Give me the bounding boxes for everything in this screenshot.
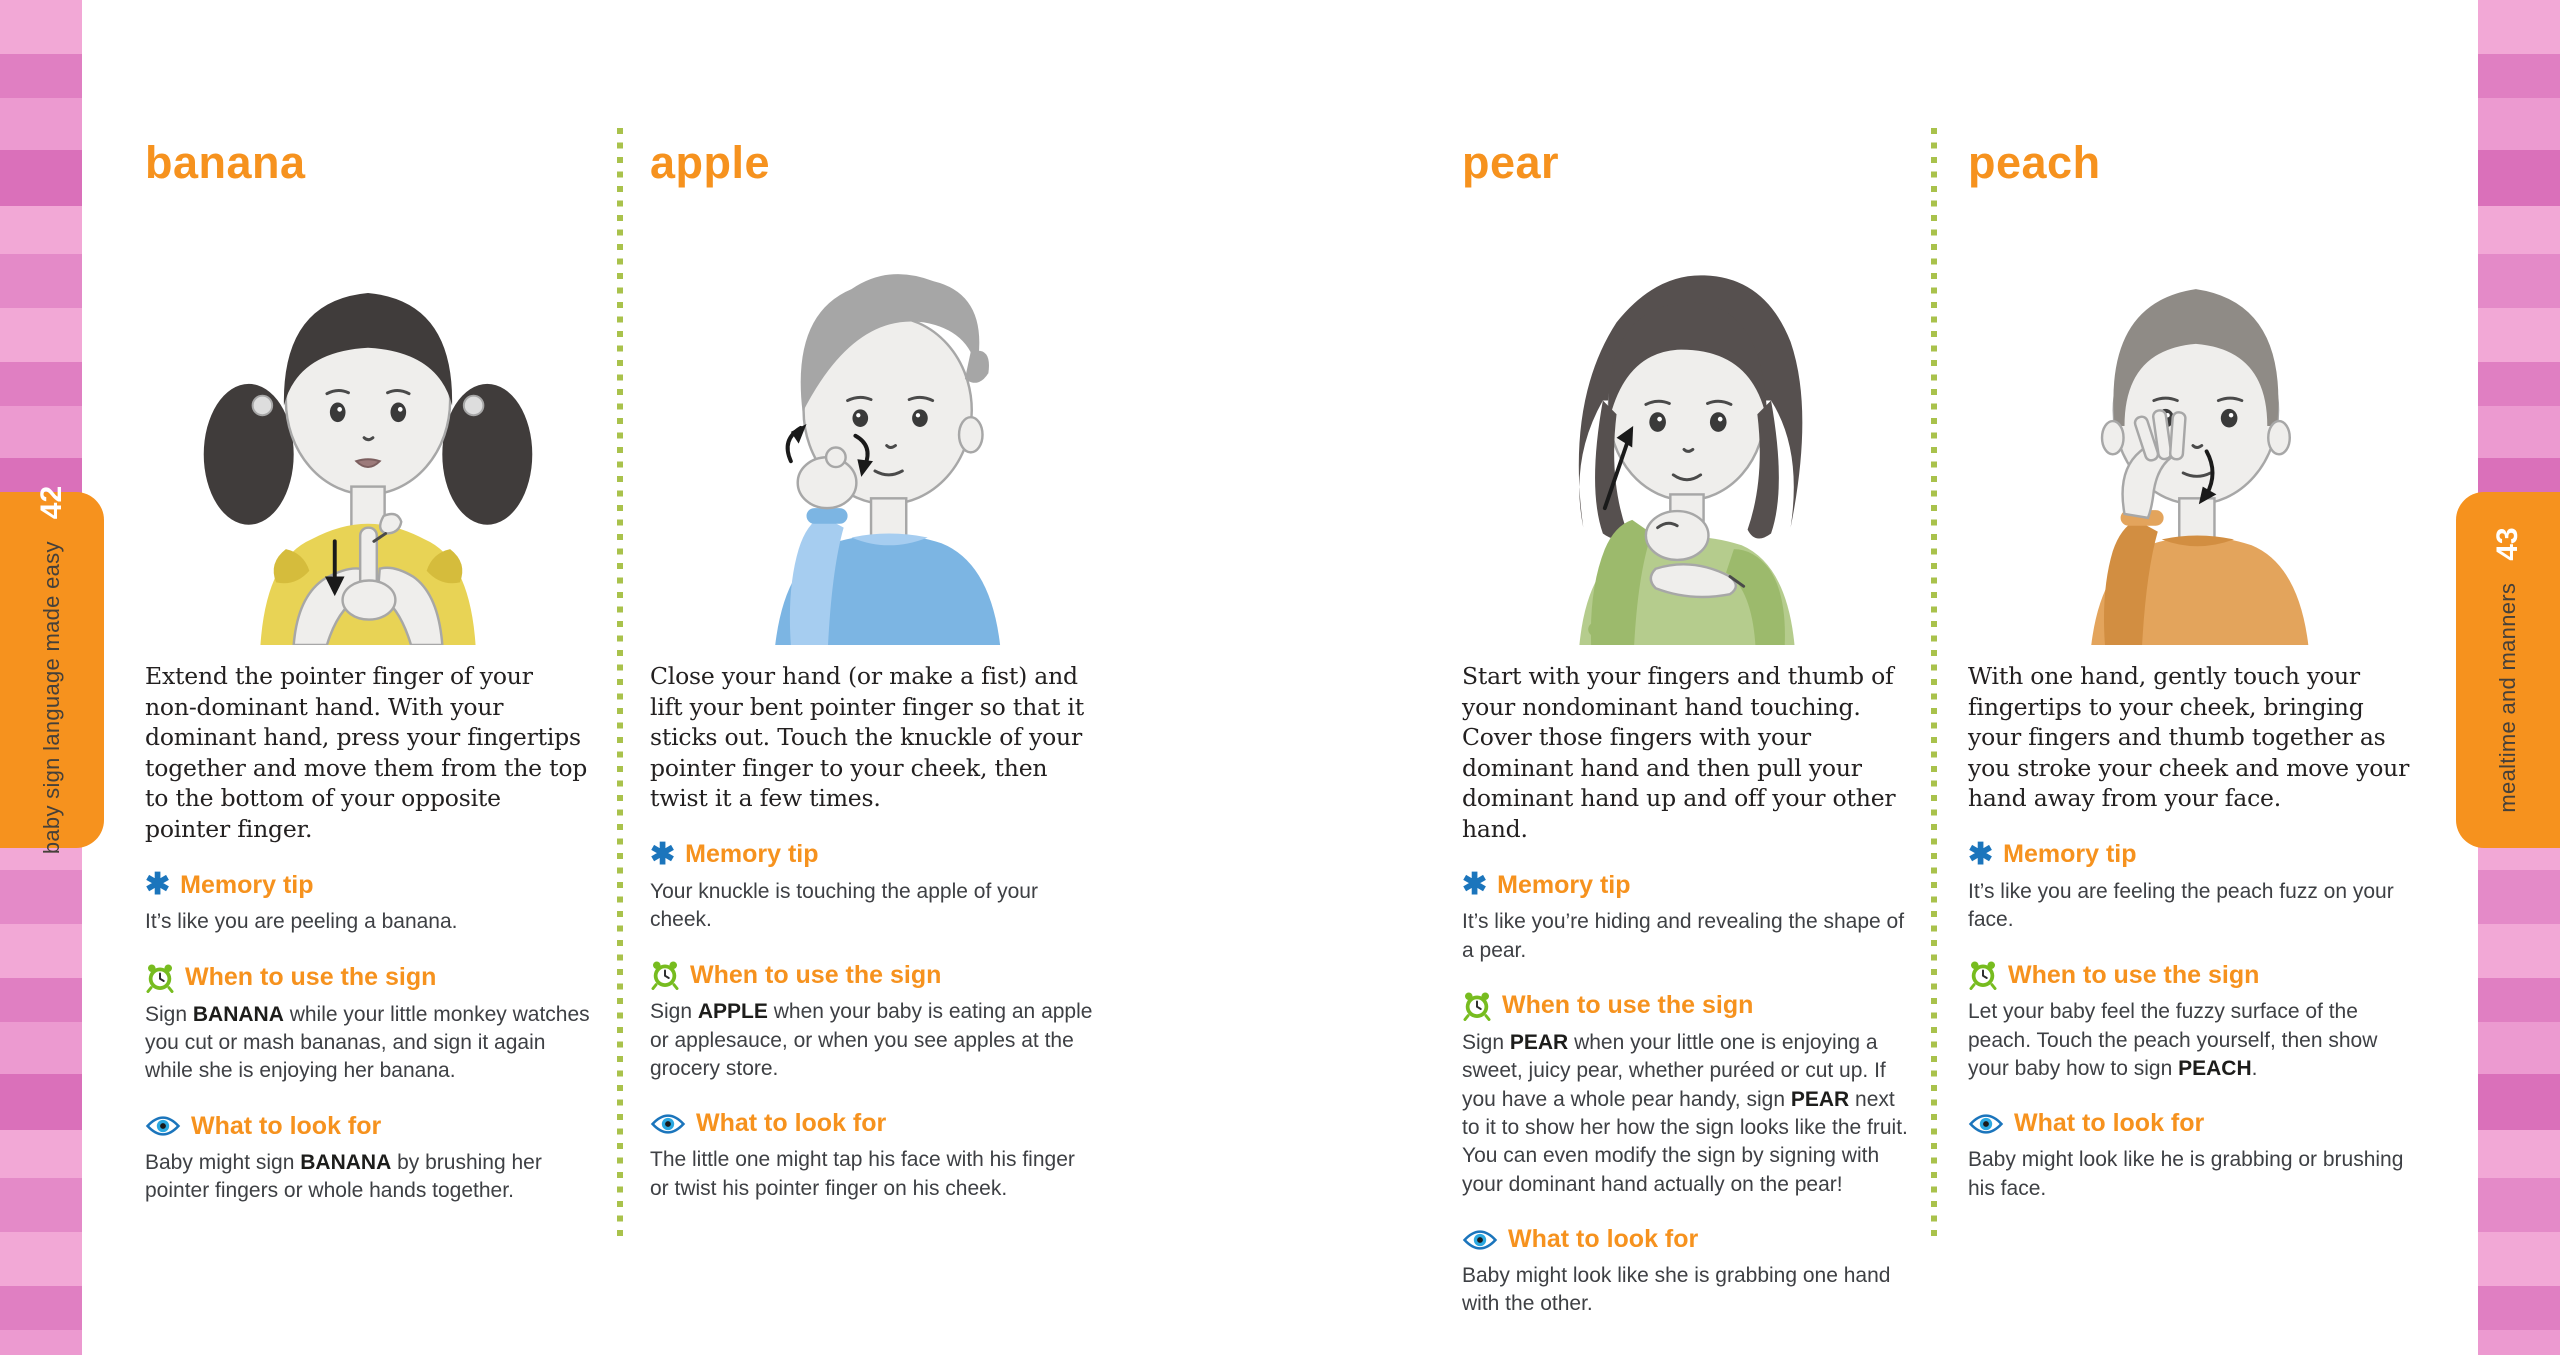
pear-illustration-svg bbox=[1509, 205, 1861, 645]
memory-tip-label: Memory tip bbox=[1497, 870, 1631, 899]
eye-icon bbox=[1968, 1112, 2004, 1136]
when-to-use-text: Sign BANANA while your little monkey watches you cut or mash bananas, and sign it again while she is enjoying her banana. bbox=[145, 1002, 590, 1083]
memory-tip-label: Memory tip bbox=[685, 840, 819, 869]
when-to-use-text: Sign PEAR when your little one is enjoying a sweet, juicy pear, whether puréed or cut up. If you have a whole pear handy, sign PEAR next to it to show her how the sign looks like the fruit. You can even modify the sign by signing with your dominant hand actually on the pear! bbox=[1462, 1030, 1908, 1196]
memory-tip-label: Memory tip bbox=[2003, 840, 2137, 869]
eye-icon bbox=[145, 1114, 181, 1138]
memory-tip-heading bbox=[1462, 870, 1908, 900]
when-to-use-label: When to use the sign bbox=[1502, 991, 1754, 1020]
when-to-use-label: When to use the sign bbox=[2008, 960, 2260, 989]
what-to-look-heading bbox=[650, 1109, 1096, 1138]
what-to-look-text: Baby might sign BANANA by brushing her pointer fingers or whole hands together. bbox=[145, 1150, 542, 1202]
memory-tip-text: It’s like you are peeling a banana. bbox=[145, 910, 458, 934]
what-to-look-label: What to look for bbox=[696, 1109, 887, 1138]
memory-tip-heading bbox=[145, 870, 591, 900]
sign-description: Start with your fingers and thumb of your nondominant hand touching. Cover those fingers with your dominant hand and then pull your dominant hand up and off your other hand. bbox=[1462, 662, 1896, 843]
entry-title: apple bbox=[650, 137, 771, 188]
memory-tip-heading bbox=[1968, 837, 2414, 871]
what-to-look-heading bbox=[1462, 1225, 1908, 1254]
alarm-clock-icon bbox=[1968, 960, 1998, 990]
sign-description: Close your hand (or make a fist) and lift your bent pointer finger so that it sticks out. Touch the knuckle of your pointer finger to your cheek, then twist it a few times. bbox=[650, 662, 1084, 813]
entry-apple bbox=[650, 137, 1096, 1203]
entry-peach bbox=[1968, 137, 2414, 1203]
entry-banana bbox=[145, 137, 591, 1205]
left-tab-text bbox=[35, 486, 69, 854]
memory-tip-section bbox=[1968, 837, 2414, 935]
left-page-number: 42 bbox=[35, 485, 68, 520]
when-to-use-heading bbox=[650, 960, 1096, 990]
entry-title: pear bbox=[1462, 137, 1560, 188]
girl-signing-pear-illustration bbox=[1462, 195, 1908, 645]
when-to-use-section bbox=[1462, 991, 1908, 1199]
asterisk-icon: ✱ bbox=[1462, 868, 1488, 902]
alarm-clock-icon bbox=[650, 960, 680, 990]
what-to-look-heading bbox=[1968, 1109, 2414, 1138]
alarm-clock-icon bbox=[145, 963, 175, 993]
alarm-clock-icon bbox=[1462, 991, 1492, 1021]
what-to-look-label: What to look for bbox=[1508, 1225, 1699, 1254]
right-page-number: 43 bbox=[2491, 527, 2524, 561]
when-to-use-heading bbox=[1968, 960, 2414, 990]
when-to-use-heading bbox=[145, 963, 591, 993]
banana-illustration-svg bbox=[192, 205, 544, 645]
when-to-use-section bbox=[1968, 960, 2414, 1083]
sign-description: With one hand, gently touch your fingertips to your cheek, bringing your fingers and thumb together as you stroke your cheek and move your hand away from your face. bbox=[1968, 662, 2410, 813]
what-to-look-text: Baby might look like she is grabbing one hand with the other. bbox=[1462, 1264, 1891, 1316]
asterisk-icon: ✱ bbox=[1968, 837, 1994, 871]
entry-pear bbox=[1462, 137, 1908, 1319]
apple-illustration-svg bbox=[697, 205, 1049, 645]
column-divider bbox=[1931, 128, 1937, 1238]
column-divider bbox=[617, 128, 623, 1238]
right-page-tab bbox=[2456, 492, 2560, 848]
when-to-use-label: When to use the sign bbox=[185, 963, 437, 992]
what-to-look-section bbox=[1462, 1225, 1908, 1319]
right-tab-text bbox=[2491, 527, 2525, 812]
memory-tip-text: Your knuckle is touching the apple of your cheek. bbox=[650, 879, 1038, 932]
boy-signing-peach-illustration bbox=[1968, 195, 2414, 645]
asterisk-icon: ✱ bbox=[650, 837, 676, 871]
what-to-look-text: The little one might tap his face with his finger or twist his pointer finger on his cheek. bbox=[650, 1148, 1075, 1200]
what-to-look-section bbox=[1968, 1109, 2414, 1203]
entry-title: banana bbox=[145, 137, 306, 188]
peach-illustration-svg bbox=[2015, 205, 2367, 645]
eye-icon bbox=[1462, 1228, 1498, 1252]
what-to-look-text: Baby might look like he is grabbing or brushing his face. bbox=[1968, 1148, 2404, 1200]
memory-tip-section bbox=[650, 837, 1096, 935]
when-to-use-text: Let your baby feel the fuzzy surface of the peach. Touch the peach yourself, then show your baby how to sign PEACH. bbox=[1968, 1000, 2378, 1081]
eye-icon bbox=[650, 1112, 686, 1136]
when-to-use-text: Sign APPLE when your baby is eating an apple or applesauce, or when you see apples at the grocery store. bbox=[650, 1000, 1093, 1081]
left-tab-label: baby sign language made easy bbox=[39, 541, 64, 855]
memory-tip-text: It’s like you’re hiding and revealing the shape of a pear. bbox=[1462, 910, 1905, 962]
memory-tip-section bbox=[145, 870, 591, 936]
when-to-use-section bbox=[650, 960, 1096, 1083]
memory-tip-text: It’s like you are feeling the peach fuzz on your face. bbox=[1968, 879, 2394, 932]
what-to-look-section bbox=[650, 1109, 1096, 1203]
when-to-use-heading bbox=[1462, 991, 1908, 1021]
what-to-look-label: What to look for bbox=[2014, 1109, 2205, 1138]
boy-signing-apple-illustration bbox=[650, 195, 1096, 645]
right-tab-label: mealtime and manners bbox=[2495, 582, 2520, 813]
memory-tip-label: Memory tip bbox=[180, 870, 314, 899]
memory-tip-heading bbox=[650, 837, 1096, 871]
left-page-tab bbox=[0, 485, 104, 855]
asterisk-icon: ✱ bbox=[145, 868, 171, 902]
what-to-look-section bbox=[145, 1112, 591, 1206]
when-to-use-section bbox=[145, 963, 591, 1086]
what-to-look-heading bbox=[145, 1112, 591, 1141]
sign-description: Extend the pointer finger of your non-dominant hand. With your dominant hand, press your fingertips together and move them from the top to the bottom of your opposite pointer finger. bbox=[145, 662, 588, 843]
what-to-look-label: What to look for bbox=[191, 1111, 382, 1140]
when-to-use-label: When to use the sign bbox=[690, 960, 942, 989]
entry-title: peach bbox=[1968, 137, 2101, 188]
girl-signing-banana-illustration bbox=[145, 195, 591, 645]
memory-tip-section bbox=[1462, 870, 1908, 965]
